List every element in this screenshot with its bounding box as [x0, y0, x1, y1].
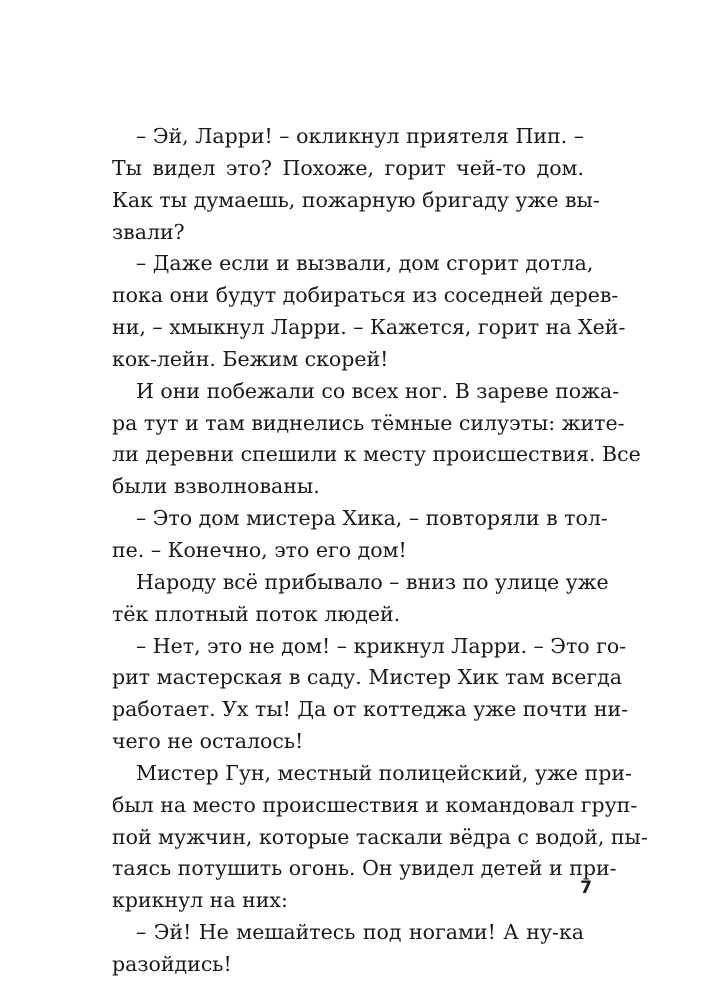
page-number: 7: [580, 878, 592, 898]
text-line: ли деревни спешили к месту происшествия. Все: [112, 442, 641, 467]
paragraph: [112, 567, 609, 631]
text-line: были взволнованы.: [112, 474, 320, 499]
body-text: [112, 121, 648, 981]
text-line: ни, – хмыкнул Ларри. – Кажется, горит на Хей-: [112, 315, 626, 340]
text-line: пой мужчин, которые таскали вёдра с водой, пы-: [112, 824, 648, 849]
text-line: был на место происшествия и командовал груп-: [112, 792, 638, 817]
text-line: звали?: [112, 219, 185, 244]
text-line: кок-лейн. Бежим скорей!: [112, 346, 389, 371]
text-line: тёк плотный поток людей.: [112, 601, 401, 626]
paragraph: [112, 503, 608, 567]
text-line: рит мастерская в саду. Мистер Хик там всегда: [112, 665, 622, 690]
paragraph: [112, 631, 629, 758]
text-line: – Эй! Не мешайтесь под ногами! А ну-ка: [136, 920, 584, 945]
text-line: таясь потушить огонь. Он увидел детей и при-: [112, 856, 617, 881]
text-line: Народу всё прибывало – вниз по улице уже: [136, 569, 609, 594]
text-line: – Нет, это не дом! – крикнул Ларри. – Это го-: [136, 633, 627, 658]
text-line: крикнул на них:: [112, 888, 288, 913]
paragraph: [112, 917, 584, 981]
text-line: Ты видел это? Похоже, горит чей-то дом.: [112, 155, 584, 180]
text-line: чего не осталось!: [112, 729, 304, 754]
text-line: работает. Ух ты! Да от коттеджа уже почти ни-: [112, 697, 629, 722]
paragraph: [112, 758, 648, 917]
text-line: Как ты думаешь, пожарную бригаду уже вы-: [112, 187, 600, 212]
text-line: разойдись!: [112, 951, 232, 976]
text-line: – Это дом мистера Хика, – повторяли в тол-: [136, 506, 608, 531]
paragraph: [112, 376, 641, 503]
text-line: пока они будут добираться из соседней дерев-: [112, 283, 619, 308]
text-line: И они побежали со всех ног. В зареве пожа-: [136, 378, 620, 403]
paragraph: [112, 121, 600, 248]
text-line: – Эй, Ларри! – окликнул приятеля Пип. –: [136, 124, 584, 148]
text-line: ра тут и там виднелись тёмные силуэты: жите-: [112, 410, 625, 435]
text-line: пе. – Конечно, это его дом!: [112, 537, 407, 562]
text-line: – Даже если и вызвали, дом сгорит дотла,: [136, 251, 594, 276]
text-line: Мистер Гун, местный полицейский, уже при-: [136, 760, 632, 785]
paragraph: [112, 248, 626, 375]
